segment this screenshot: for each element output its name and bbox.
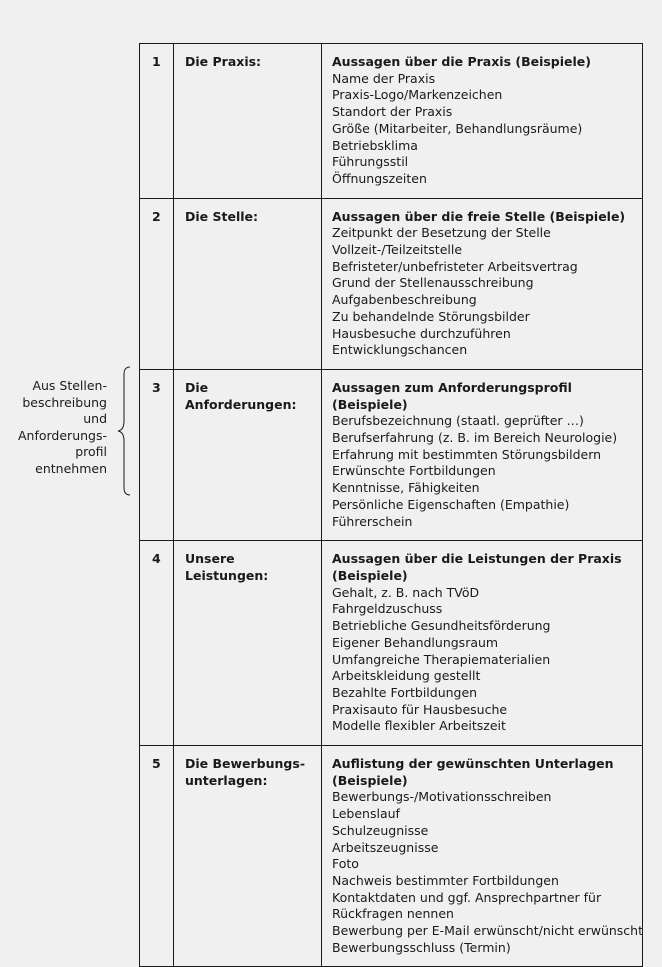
list-item: Gehalt, z. B. nach TVöD [332,584,480,600]
list-item: Bewerbungsschluss (Termin) [332,939,511,955]
list-item: Vollzeit-/Teilzeitstelle [332,242,463,258]
table-row [140,541,643,746]
list-item: Hausbesuche durchzuführen [332,325,511,341]
side-note-line: entnehmen [35,460,107,476]
row-title: Aussagen über die Leistungen der Praxis (Beispiele) [332,551,622,583]
side-note-line: profil [75,444,107,459]
row-heading-line: Die Bewerbungs- [185,756,306,772]
list-item: Persönliche Eigenschaften (Empathie) [332,496,570,512]
list-item: Erfahrung mit bestimmten Störungsbildern [332,446,602,462]
row-number-cell [140,541,174,746]
list-item: Entwicklungschancen [332,342,468,358]
row-content-cell [322,369,643,540]
table-row [140,198,643,369]
row-number-cell [140,44,174,199]
row-heading-line: unterlagen: [185,772,268,788]
list-item: Lebenslauf [332,806,400,822]
table-row [140,746,643,967]
row-heading: Die Stelle: [185,208,258,224]
list-item: Betriebliche Gesundheitsförderung [332,618,551,634]
row-content-cell [322,541,643,746]
list-item: Rückfragen nennen [332,906,454,922]
row-content-cell [322,44,643,199]
list-item: Name der Praxis [332,70,436,86]
list-item: Befristeter/unbefristeter Arbeitsvertrag [332,258,578,274]
row-content-cell [322,198,643,369]
list-item: Erwünschte Fortbildungen [332,463,496,479]
list-item: Praxisauto für Hausbesuche [332,701,508,717]
list-item: Bewerbung per E-Mail erwünscht/nicht erwünscht [332,923,644,939]
side-note-line: beschreibung [22,394,107,410]
list-item: Arbeitskleidung gestellt [332,668,481,684]
list-item: Führungsstil [332,154,409,170]
list-item: Arbeitszeugnisse [332,839,439,855]
list-item: Umfangreiche Therapiematerialien [332,651,551,667]
list-item: Kenntnisse, Fähigkeiten [332,480,480,496]
list-item: Standort der Praxis [332,104,453,120]
row-number: 3 [152,379,161,395]
row-number: 5 [152,756,161,772]
list-item: Aufgabenbeschreibung [332,292,477,308]
table-row [140,44,643,199]
list-item: Eigener Behandlungsraum [332,634,499,650]
list-item: Foto [332,856,359,872]
list-item: Kontaktdaten und ggf. Ansprechpartner für [332,889,602,905]
row-heading [174,746,321,799]
side-note-line: Anforderungs- [17,427,107,443]
list-item: Betriebsklima [332,137,418,153]
row-heading: Unsere Leistungen: [185,551,269,583]
list-item: Grund der Stellenausschreibung [332,275,534,291]
list-item: Öffnungszeiten [332,170,427,186]
row-number-cell [140,746,174,967]
list-item: Zeitpunkt der Besetzung der Stelle [332,225,551,241]
list-item: Schulzeugnisse [332,822,429,838]
row-heading: Die Praxis: [185,54,262,69]
list-item: Führerschein [332,513,413,529]
row-heading-cell [174,541,322,746]
row-heading-cell [174,369,322,540]
row-content-cell [322,746,643,967]
row-title: Auflistung der gewünschten Unterlagen (Beispiele) [332,756,614,788]
side-note-line: und [83,411,107,426]
list-item: Modelle flexibler Arbeitszeit [332,718,506,734]
row-heading: Die Anforderungen: [185,379,297,412]
row-heading-cell [174,198,322,369]
row-number: 1 [152,54,161,69]
table-row [140,369,643,540]
list-item: Fahrgeldzuschuss [332,601,443,617]
list-item: Nachweis bestimmter Fortbildungen [332,872,559,888]
list-item: Zu behandelnde Störungsbilder [332,308,530,324]
side-note-line: Aus Stellen- [32,378,107,393]
row-heading-cell [174,746,322,967]
list-item: Bezahlte Fortbildungen [332,684,478,700]
side-note [10,378,107,477]
row-number-cell [140,369,174,540]
row-number: 2 [152,208,161,224]
row-heading-cell [174,44,322,199]
row-title: Aussagen über die Praxis (Beispiele) [332,54,591,69]
list-item: Bewerbungs-/Motivationsschreiben [332,789,552,805]
row-number: 4 [152,551,161,567]
row-title: Aussagen über die freie Stelle (Beispiele) [332,208,626,224]
list-item: Berufsbezeichnung (staatl. geprüfter …) [332,413,584,429]
curly-brace [114,366,134,496]
list-item: Praxis-Logo/Markenzeichen [332,87,503,103]
content-table [139,43,643,967]
list-item: Größe (Mitarbeiter, Behandlungsräume) [332,120,583,136]
list-item: Berufserfahrung (z. B. im Bereich Neurologie) [332,430,618,446]
row-number-cell [140,198,174,369]
row-title: Aussagen zum Anforderungsprofil (Beispiele) [332,379,572,412]
